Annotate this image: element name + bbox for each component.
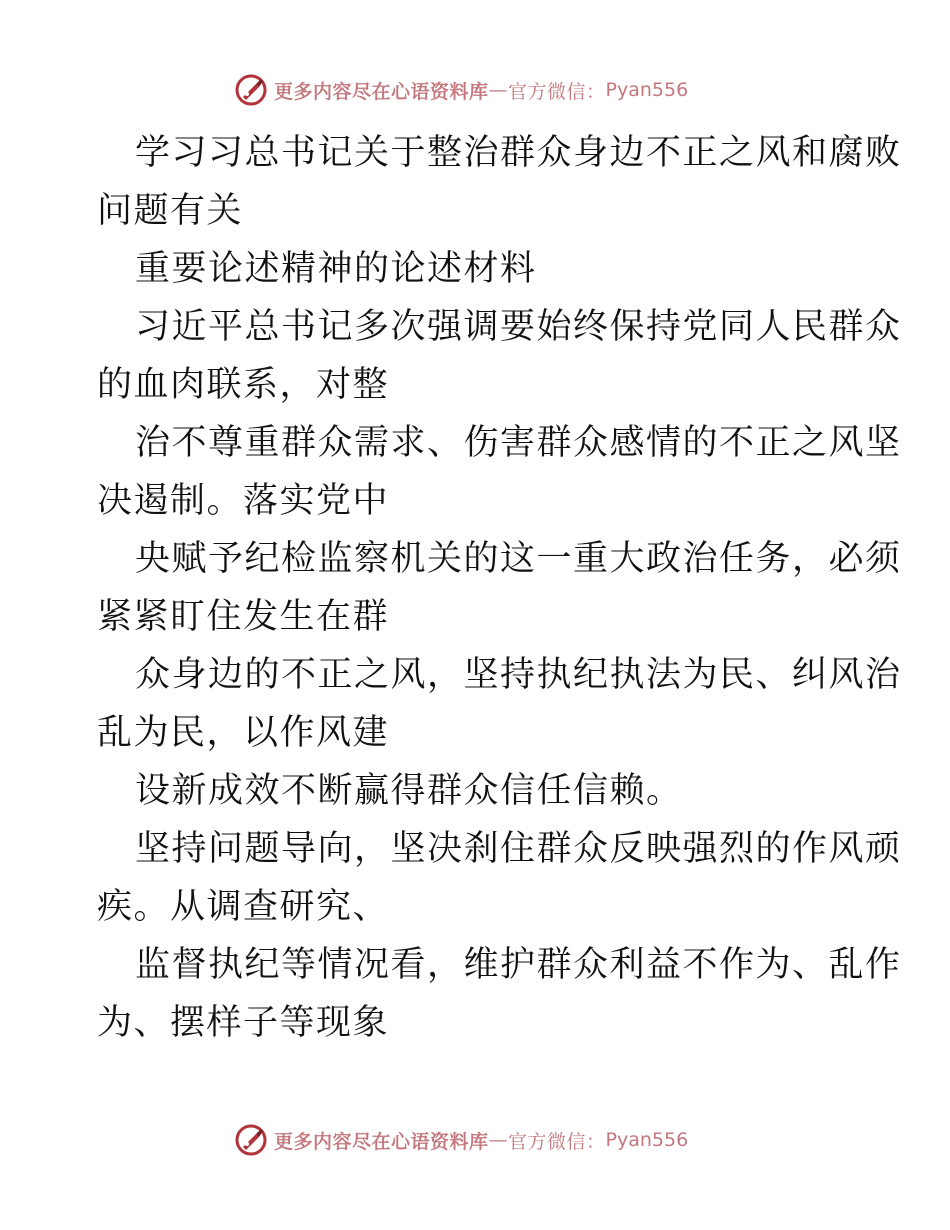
watermark-wechat-id: Pyan556 xyxy=(605,1129,689,1151)
text-line: 监督执纪等情况看，维护群众利益不作为、乱作 xyxy=(135,945,902,985)
watermark-label: 官方微信： xyxy=(508,80,606,103)
text-line: 坚持问题导向，坚决刹住群众反映强烈的作风顽 xyxy=(135,829,902,869)
watermark-label: 官方微信： xyxy=(508,1130,606,1153)
watermark-separator: — xyxy=(488,1129,509,1151)
header-watermark xyxy=(234,72,688,108)
watermark-wechat-id: Pyan556 xyxy=(605,79,689,101)
watermark-brand: 更多内容尽在心语资料库 xyxy=(274,80,489,103)
text-line: 紧紧盯住发生在群 xyxy=(97,597,390,637)
text-line: 疾。从调查研究、 xyxy=(97,887,390,927)
text-line: 乱为民，以作风建 xyxy=(97,713,390,753)
text-line: 的血肉联系，对整 xyxy=(97,365,390,405)
text-line: 学习习总书记关于整治群众身边不正之风和腐败 xyxy=(135,133,902,173)
footer-watermark xyxy=(234,1122,688,1158)
pen-nib-logo-icon xyxy=(234,73,268,107)
watermark-brand: 更多内容尽在心语资料库 xyxy=(274,1130,489,1153)
watermark-separator: — xyxy=(488,79,509,101)
text-line: 习近平总书记多次强调要始终保持党同人民群众 xyxy=(135,307,902,347)
document-body xyxy=(97,124,902,1052)
text-line: 央赋予纪检监察机关的这一重大政治任务，必须 xyxy=(135,539,902,579)
text-line: 重要论述精神的论述材料 xyxy=(135,249,537,289)
text-line: 为、摆样子等现象 xyxy=(97,1003,390,1043)
text-line: 设新成效不断赢得群众信任信赖。 xyxy=(135,771,683,811)
text-line: 问题有关 xyxy=(97,191,244,231)
text-line: 众身边的不正之风，坚持执纪执法为民、纠风治 xyxy=(135,655,902,695)
pen-nib-logo-icon xyxy=(234,1123,268,1157)
text-line: 决遏制。落实党中 xyxy=(97,481,390,521)
text-line: 治不尊重群众需求、伤害群众感情的不正之风坚 xyxy=(135,423,902,463)
